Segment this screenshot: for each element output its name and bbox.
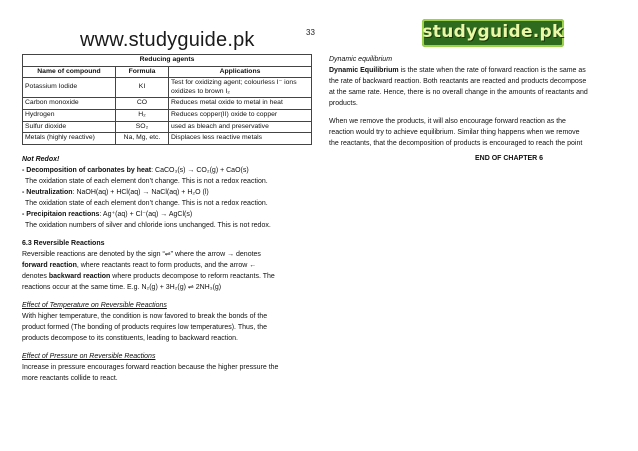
- item-equation: : Ag⁺(aq) + Cl⁻(aq) → AgCl(s): [99, 210, 193, 218]
- item-equation: : CaCO₃(s) → CO₂(g) + CaO(s): [151, 166, 249, 174]
- table-row: [23, 109, 312, 121]
- logo-text: studyguide.pk: [422, 22, 564, 42]
- application-line: oxidizes to brown I₂: [171, 87, 230, 95]
- column-header: Applications: [169, 66, 312, 78]
- equilibrium-line: at the same rate. Hence, there is no overall change in the amounts of reactants and: [329, 89, 588, 96]
- equilibrium-heading: Dynamic equilibrium: [329, 56, 393, 63]
- reversible-paragraph-line: Reversible reactions are denoted by the sign “⇌” where the arrow → denotes: [22, 250, 261, 258]
- table-row: [23, 121, 312, 133]
- compound-application: Reduces metal oxide to metal in heat: [169, 98, 312, 110]
- compound-name: Hydrogen: [23, 109, 116, 121]
- compound-name: Sulfur dioxide: [23, 121, 116, 133]
- line-text: where products decompose to reform reactants. The: [110, 272, 275, 280]
- not-redox-note: The oxidation state of each element don’t change. This is not a redox reaction.: [25, 177, 268, 185]
- site-url[interactable]: www.studyguide.pk: [80, 29, 255, 51]
- compound-name: Carbon monoxide: [23, 98, 116, 110]
- table-header-row: [23, 66, 312, 78]
- table-row: [23, 78, 312, 98]
- compound-formula: Na, Mg, etc.: [116, 133, 169, 145]
- reversible-heading: 6.3 Reversible Reactions: [22, 239, 105, 247]
- equilibrium-line: the rate of backward reaction. Both reactants are reacted and products decompose: [329, 78, 587, 85]
- forward-reaction-term: forward reaction: [22, 261, 77, 269]
- reversible-paragraph-line: [22, 271, 312, 282]
- line-text: , where reactants react to form products, and the arrow ←: [76, 261, 257, 269]
- line-text: is the state when the rate of forward reaction is the same as: [398, 67, 586, 74]
- item-equation: : NaOH(aq) + HCl(aq) → NaCl(aq) + H₂O (l): [72, 188, 209, 196]
- table-title: Reducing agents: [23, 55, 312, 67]
- studyguide-logo: [422, 19, 564, 47]
- compound-formula: H₂: [116, 109, 169, 121]
- compound-application: used as bleach and preservative: [169, 121, 312, 133]
- equilibrium-line: the reactants, that the decomposition of products is encouraged to reach the point: [329, 140, 583, 147]
- reducing-agents-table: [22, 54, 312, 145]
- compound-name: Potassium Iodide: [23, 78, 116, 98]
- page-number: 33: [306, 28, 315, 37]
- temperature-line: products decompose to its constituents, leading to backward reaction.: [22, 334, 238, 342]
- equilibrium-line: reaction would try to achieve equilibrium. Similar thing happens when we remove: [329, 129, 580, 136]
- reversible-paragraph-line: [22, 260, 312, 271]
- dynamic-equilibrium-term: Dynamic Equilibrium: [329, 67, 399, 74]
- not-redox-item: [22, 187, 312, 198]
- pressure-heading: Effect of Pressure on Reversible Reactions: [22, 352, 156, 360]
- compound-application: [169, 78, 312, 98]
- compound-formula: CO: [116, 98, 169, 110]
- compound-name: Metals (highly reactive): [23, 133, 116, 145]
- compound-formula: SO₂: [116, 121, 169, 133]
- compound-application: Displaces less reactive metals: [169, 133, 312, 145]
- equilibrium-line: products.: [329, 100, 358, 107]
- compound-application: Reduces copper(II) oxide to copper: [169, 109, 312, 121]
- temperature-line: product formed (The bonding of products requires low temperatures). Thus, the: [22, 323, 267, 331]
- pressure-line: more reactants collide to react.: [22, 374, 118, 382]
- end-of-chapter-label: END OF CHAPTER 6: [474, 155, 544, 162]
- line-text: denotes: [22, 272, 49, 280]
- left-column: [22, 54, 312, 384]
- application-line: Test for oxidizing agent; colourless I⁻ ions: [171, 79, 297, 87]
- item-label: - Neutralization: [22, 188, 73, 196]
- table-row: [23, 98, 312, 110]
- temperature-line: With higher temperature, the condition is now favored to break the bonds of the: [22, 312, 268, 320]
- item-label: - Precipitaion reactions: [22, 210, 100, 218]
- temperature-heading: Effect of Temperature on Reversible Reactions: [22, 301, 167, 309]
- not-redox-item: [22, 209, 312, 220]
- backward-reaction-term: backward reaction: [48, 272, 111, 280]
- not-redox-note: The oxidation state of each element don’t change. This is not a redox reaction.: [25, 199, 268, 207]
- pressure-line: Increase in pressure encourages forward reaction because the higher pressure the: [22, 363, 279, 371]
- right-column: [329, 54, 619, 162]
- table-row: [23, 133, 312, 145]
- equilibrium-line: When we remove the products, it will also encourage forward reaction as the: [329, 118, 566, 125]
- not-redox-item: [22, 165, 312, 176]
- compound-formula: KI: [116, 78, 169, 98]
- column-header: Name of compound: [23, 66, 116, 78]
- equilibrium-line: [329, 65, 619, 76]
- reversible-paragraph-line: reactions occur at the same time. E.g. N₂(g) + 3H₂(g) ⇌ 2NH₃(g): [22, 283, 222, 291]
- item-label: - Decomposition of carbonates by heat: [22, 166, 152, 174]
- not-redox-heading: Not Redox!: [22, 155, 60, 163]
- column-header: Formula: [116, 66, 169, 78]
- not-redox-note: The oxidation numbers of silver and chloride ions unchanged. This is not redox.: [25, 221, 271, 229]
